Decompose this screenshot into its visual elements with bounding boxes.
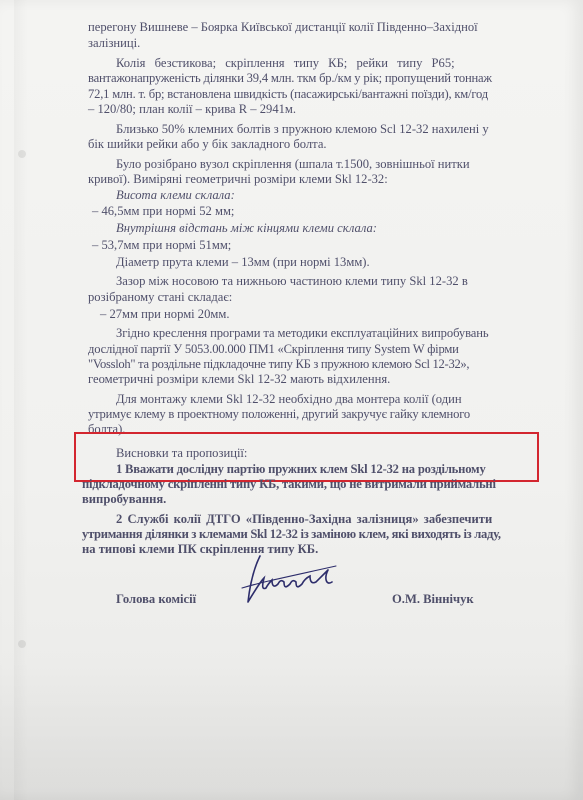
text-line: перегону Вишневе – Боярка Київської дистанції колії Південно–Західної [88, 20, 478, 34]
conclusions-heading: Висновки та пропозиції: [116, 446, 248, 460]
text-line: Було розібрано вузол скріплення (шпала т.1500, зовнішньої нитки [116, 157, 470, 171]
text-line: Діаметр прута клеми – 13мм (при нормі 13мм). [116, 255, 370, 269]
text-line: Колія безстикова; скріплення типу КБ; рейки типу Р65; [116, 56, 455, 70]
text-line: – 120/80; план колії – крива R – 2941м. [88, 102, 297, 116]
text-line: Для монтажу клеми Skl 12-32 необхідно два монтера колії (один [116, 392, 462, 406]
conclusion-1-line: підкладочному скріпленні типу КБ, такими, що не витримали приймальні [82, 477, 496, 491]
signature [232, 548, 342, 610]
text-line: залізниці. [88, 36, 141, 50]
text-line: бік шийки рейки або у бік закладного болта. [88, 137, 327, 151]
text-line: "Vossloh" та роздільне підкладочне типу КБ з пружною клемою Scl 12-32», [88, 357, 470, 371]
text-line: геометричні розміри клеми Skl 12-32 мають відхилення. [88, 372, 391, 386]
text-line: Згідно креслення програми та методики експлуатаційних випробувань [116, 326, 489, 340]
text-line: Близько 50% клемних болтів з пружною клемою Scl 12-32 нахилені у [116, 122, 489, 136]
text-line: дослідної партії У 5053.00.000 ПМ1 «Скріплення типу System W фірми [88, 342, 459, 356]
signatory-name: О.М. Віннічук [392, 592, 474, 606]
text-line: Висота клеми склала: [116, 188, 235, 202]
conclusion-1-line: 1 Вважати дослідну партію пружних клем Skl 12-32 на роздільному [116, 462, 486, 476]
conclusion-2-line: утримання ділянки з клемами Skl 12-32 із заміною клем, які виходять із ладу, [82, 527, 501, 541]
text-line: – 46,5мм при нормі 52 мм; [92, 204, 235, 218]
text-line: – 53,7мм при нормі 51мм; [92, 238, 232, 252]
punch-hole [18, 150, 26, 158]
text-line: – 27мм при нормі 20мм. [100, 307, 230, 321]
conclusion-2-line: на типові клеми ПК скріплення типу КБ. [82, 542, 319, 556]
conclusion-2-line: 2 Службі колії ДТГО «Південно-Західна залізниця» забезпечити [116, 512, 493, 526]
commission-head-label: Голова комісії [116, 592, 197, 606]
text-line: 72,1 млн. т. бр; встановлена швидкість (пасажирські/вантажні поїзди), км/год [88, 87, 488, 101]
text-line: Внутрішня відстань між кінцями клеми склала: [116, 221, 377, 235]
text-line: Зазор між носовою та нижньою частиною клеми типу Skl 12-32 в [116, 274, 468, 288]
text-line: утримує клему в проектному положенні, другий закручує гайку клемного [88, 407, 470, 421]
text-line: вантажонапруженість ділянки 39,4 млн. ткм бр./км у рік; пропущений тоннаж [88, 71, 492, 85]
page-shadow [0, 660, 583, 800]
punch-hole [18, 640, 26, 648]
text-line: болта). [88, 422, 126, 436]
conclusion-1-line: випробування. [82, 492, 167, 506]
text-line: кривої). Виміряні геометричні розміри клеми Skl 12-32: [88, 172, 388, 186]
text-line: розібраному стані складає: [88, 290, 233, 304]
